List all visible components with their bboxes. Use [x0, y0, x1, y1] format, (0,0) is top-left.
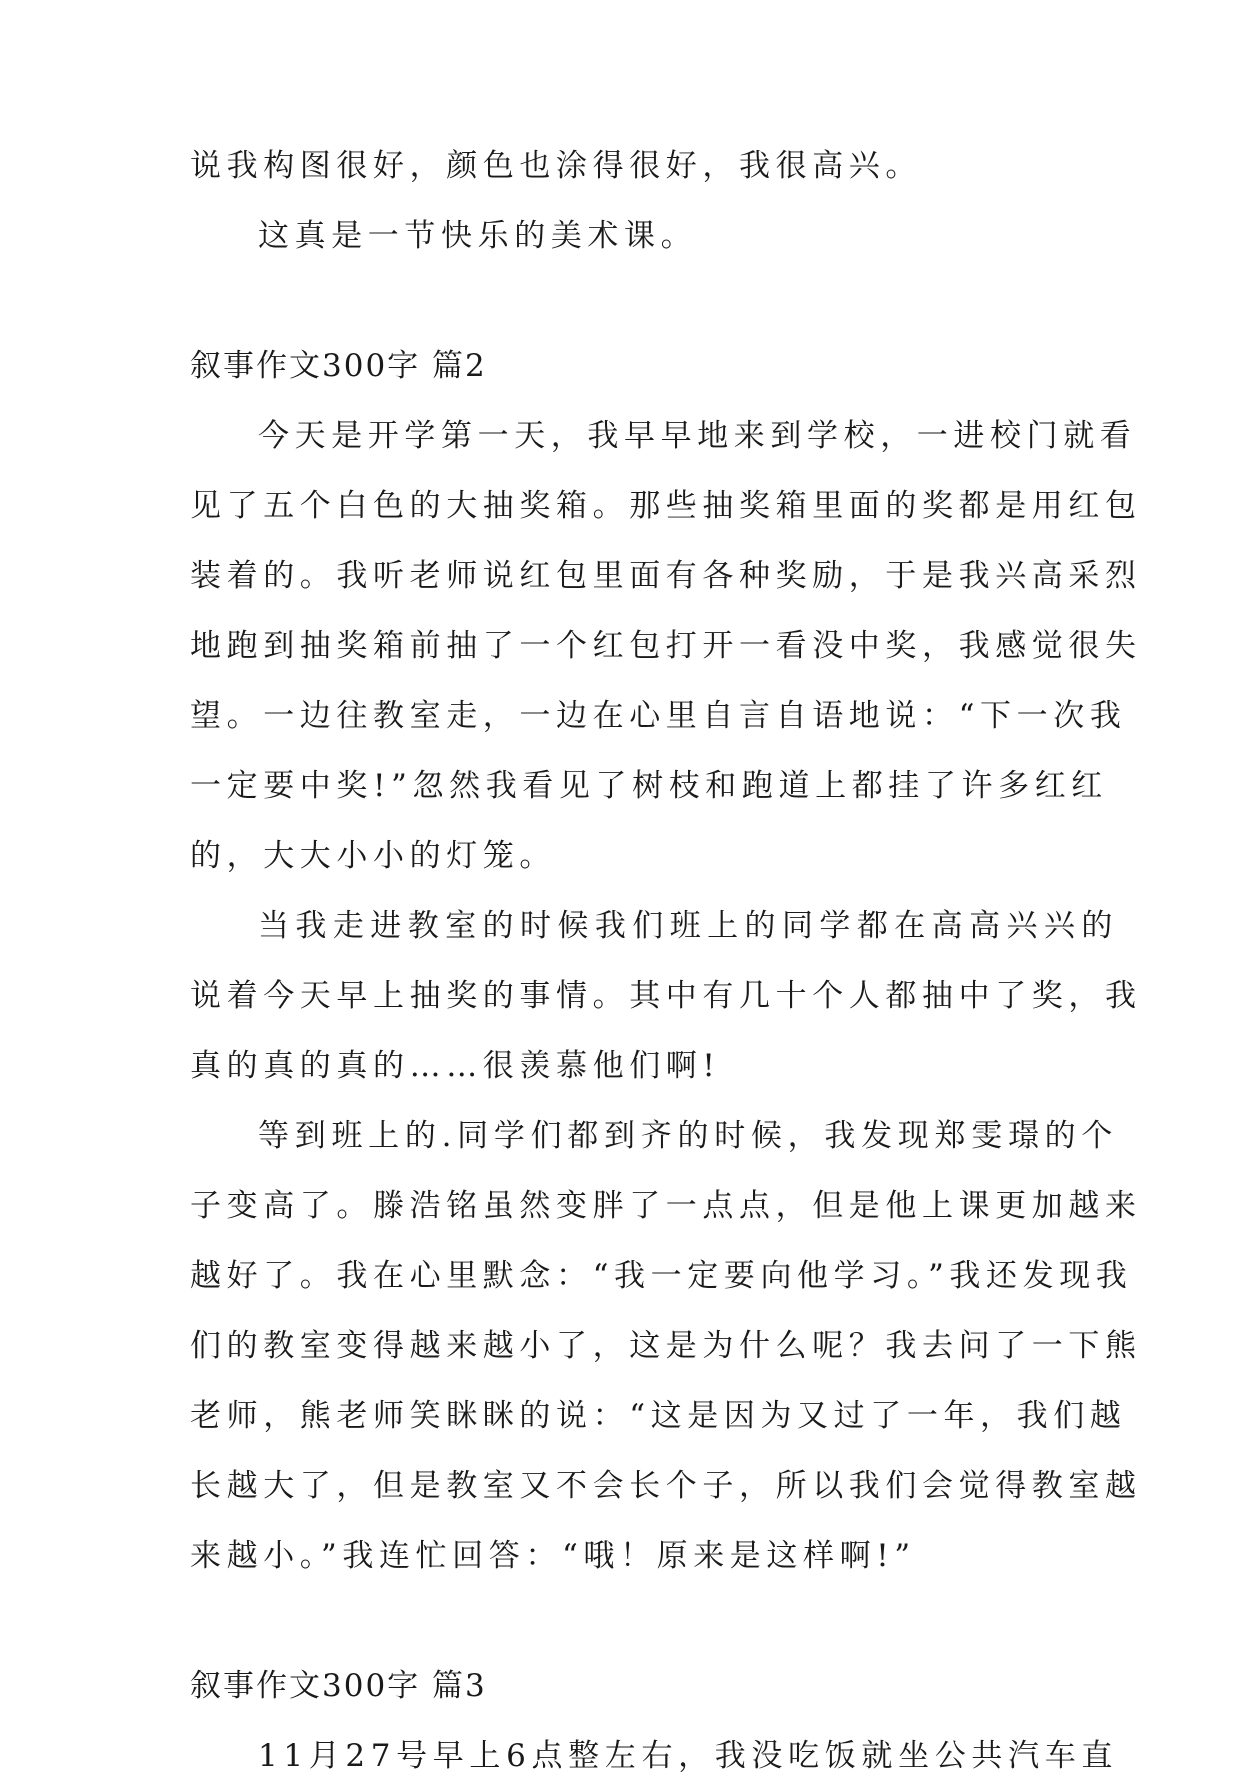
text-line: 说我构图很好，颜色也涂得很好，我很高兴。	[190, 148, 922, 184]
paragraph-line: 们的教室变得越来越小了，这是为什么呢？我去问了一下熊	[190, 1328, 1142, 1364]
paragraph-line: 这真是一节快乐的美术课。	[258, 218, 698, 254]
paragraph-line: 今天是开学第一天，我早早地来到学校，一进校门就看	[258, 418, 1137, 454]
paragraph-line: 一定要中奖!”忽然我看见了树枝和跑道上都挂了许多红红	[190, 768, 1108, 804]
paragraph-line: 望。一边往教室走，一边在心里自言自语地说：“下一次我	[190, 698, 1127, 734]
paragraph-line: 越好了。我在心里默念：“我一定要向他学习。”我还发现我	[190, 1258, 1133, 1294]
paragraph-line: 地跑到抽奖箱前抽了一个红包打开一看没中奖，我感觉很失	[190, 628, 1142, 664]
paragraph-line: 老师，熊老师笑眯眯的说：“这是因为又过了一年，我们越	[190, 1398, 1127, 1434]
paragraph-line: 当我走进教室的时候我们班上的同学都在高高兴兴的	[258, 908, 1118, 944]
paragraph-line: 长越大了，但是教室又不会长个子，所以我们会觉得教室越	[190, 1468, 1142, 1504]
paragraph-line: 子变高了。滕浩铭虽然变胖了一点点，但是他上课更加越来	[190, 1188, 1142, 1224]
section-heading: 叙事作文300字 篇2	[190, 348, 487, 384]
paragraph-line: 真的真的真的……很羡慕他们啊!	[190, 1048, 721, 1084]
paragraph-line: 来越小。”我连忙回答：“哦！原来是这样啊!”	[190, 1538, 916, 1574]
paragraph-line: 装着的。我听老师说红包里面有各种奖励，于是我兴高采烈	[190, 558, 1142, 594]
paragraph-line: 的，大大小小的灯笼。	[190, 838, 556, 874]
paragraph-line: 等到班上的.同学们都到齐的时候，我发现郑雯璟的个	[258, 1118, 1118, 1154]
paragraph-line: 见了五个白色的大抽奖箱。那些抽奖箱里面的奖都是用红包	[190, 488, 1142, 524]
paragraph-line: 说着今天早上抽奖的事情。其中有几十个人都抽中了奖，我	[190, 978, 1142, 1014]
section-heading: 叙事作文300字 篇3	[190, 1668, 487, 1704]
paragraph-line: 11月27号早上6点整左右，我没吃饭就坐公共汽车直	[258, 1738, 1118, 1774]
